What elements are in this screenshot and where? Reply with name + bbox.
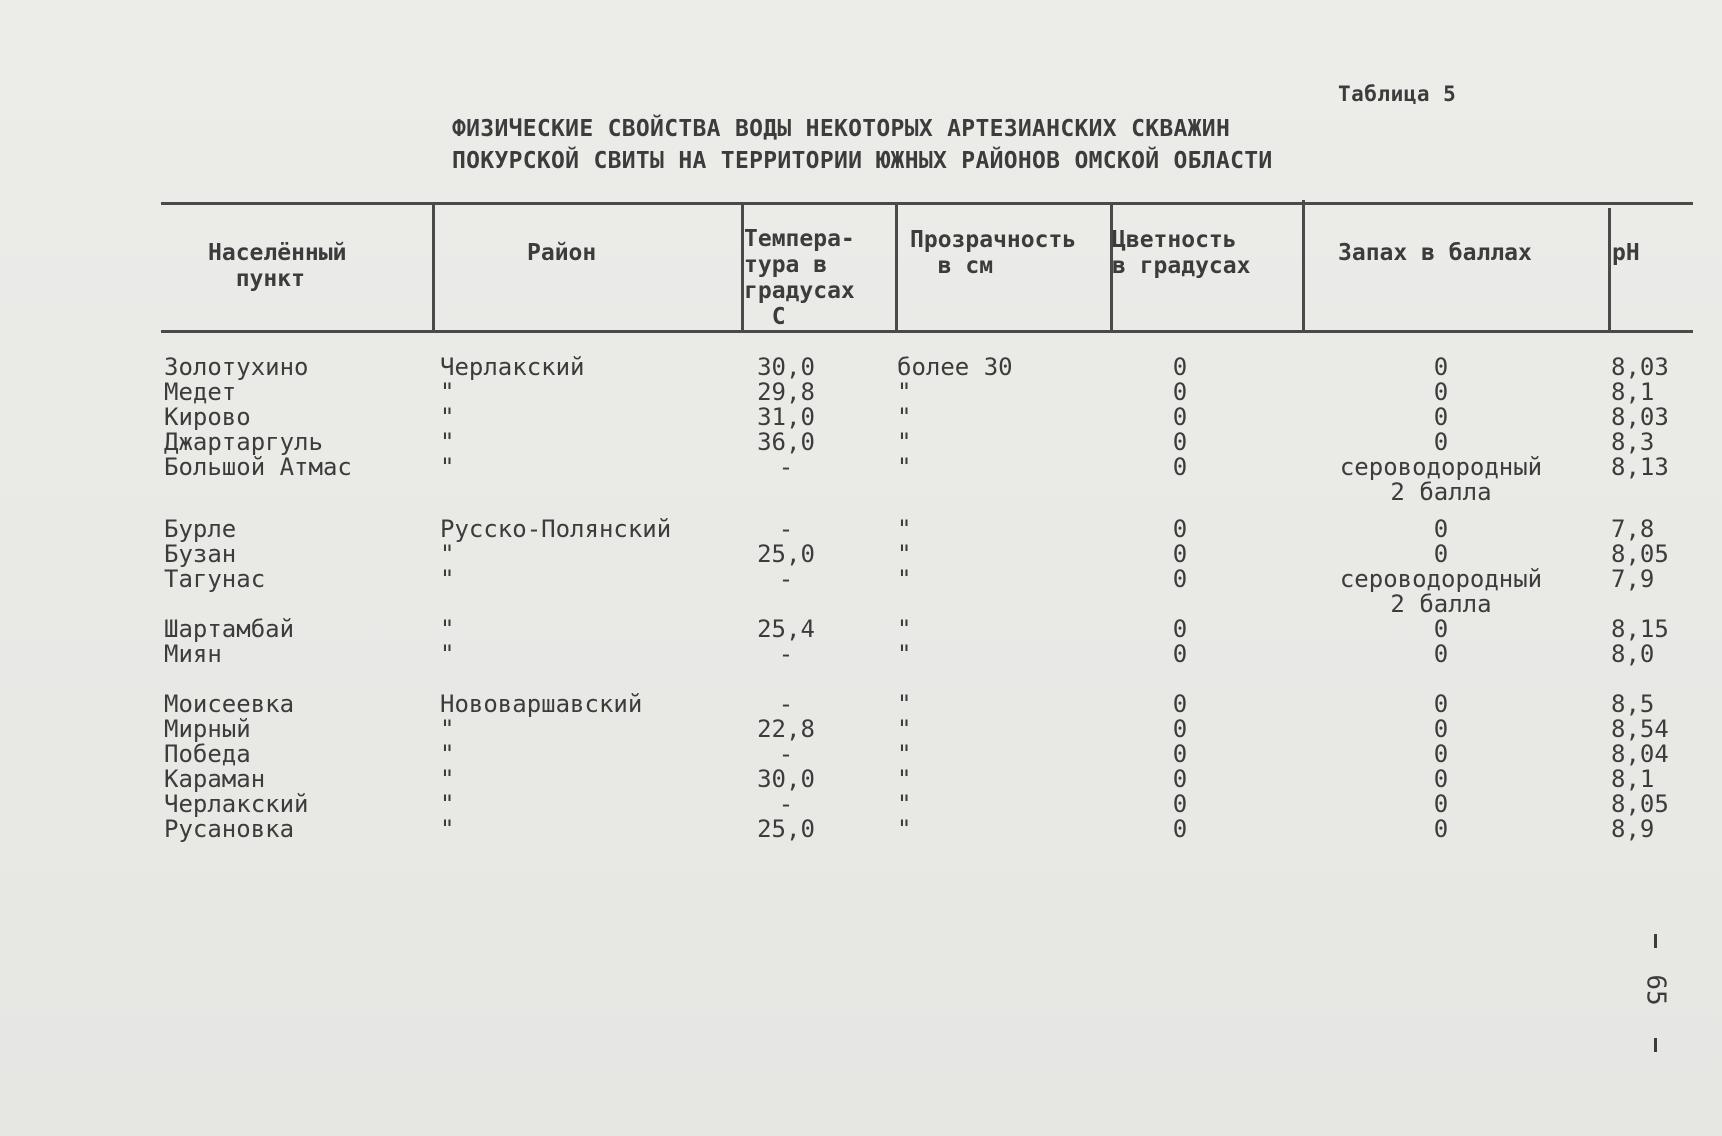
district-cell: Черлакский bbox=[440, 353, 585, 381]
header-settlement: Населённый пункт bbox=[208, 240, 347, 292]
header-transparency: Прозрачность в см bbox=[910, 227, 1077, 279]
temperature-cell: - bbox=[778, 453, 794, 481]
temperature-cell: - bbox=[778, 565, 794, 593]
table-title-line-2: ПОКУРСКОЙ СВИТЫ НА ТЕРРИТОРИИ ЮЖНЫХ РАЙОНОВ ОМСКОЙ ОБЛАСТИ bbox=[452, 148, 1273, 174]
district-cell: " bbox=[440, 765, 455, 793]
temperature-cell: 31,0 bbox=[757, 403, 815, 431]
color-cell: 0 bbox=[1172, 378, 1188, 406]
transparency-cell: " bbox=[897, 690, 912, 718]
color-cell: 0 bbox=[1172, 740, 1188, 768]
temperature-cell: - bbox=[778, 515, 794, 543]
transparency-cell: " bbox=[897, 740, 912, 768]
header-district: Район bbox=[527, 240, 597, 266]
temperature-cell: 25,4 bbox=[757, 615, 815, 643]
smell-cell: 0 bbox=[1433, 615, 1449, 643]
smell-cell: 0 bbox=[1433, 640, 1449, 668]
ph-cell: 8,54 bbox=[1611, 715, 1669, 743]
temperature-cell: - bbox=[778, 790, 794, 818]
color-cell: 0 bbox=[1172, 515, 1188, 543]
color-cell: 0 bbox=[1172, 690, 1188, 718]
transparency-cell: " bbox=[897, 453, 912, 481]
smell-cell: 0 bbox=[1433, 790, 1449, 818]
district-cell: " bbox=[440, 740, 455, 768]
settlement-cell: Русановка bbox=[164, 815, 295, 843]
transparency-cell: " bbox=[897, 815, 912, 843]
temperature-cell: 25,0 bbox=[757, 815, 815, 843]
smell-cell: 0 bbox=[1433, 353, 1449, 381]
temperature-cell: 30,0 bbox=[757, 353, 815, 381]
ph-cell: 8,1 bbox=[1611, 378, 1655, 406]
column-divider bbox=[432, 204, 435, 332]
settlement-cell: Моисеевка bbox=[164, 690, 295, 718]
smell-cell: сероводородный 2 балла bbox=[1339, 565, 1543, 618]
smell-cell: 0 bbox=[1433, 540, 1449, 568]
smell-cell: 0 bbox=[1433, 378, 1449, 406]
district-cell: " bbox=[440, 615, 455, 643]
color-cell: 0 bbox=[1172, 790, 1188, 818]
ph-cell: 8,9 bbox=[1611, 815, 1655, 843]
district-cell: " bbox=[440, 453, 455, 481]
settlement-cell: Тагунас bbox=[164, 565, 266, 593]
color-cell: 0 bbox=[1172, 453, 1188, 481]
settlement-cell: Кирово bbox=[164, 403, 251, 431]
smell-cell: 0 bbox=[1433, 403, 1449, 431]
transparency-cell: " bbox=[897, 428, 912, 456]
smell-cell: 0 bbox=[1433, 765, 1449, 793]
column-divider bbox=[895, 204, 898, 332]
temperature-cell: 36,0 bbox=[757, 428, 815, 456]
ph-cell: 8,05 bbox=[1611, 790, 1669, 818]
color-cell: 0 bbox=[1172, 765, 1188, 793]
district-cell: " bbox=[440, 378, 455, 406]
ph-cell: 8,05 bbox=[1611, 540, 1669, 568]
transparency-cell: " bbox=[897, 515, 912, 543]
temperature-cell: 29,8 bbox=[757, 378, 815, 406]
color-cell: 0 bbox=[1172, 715, 1188, 743]
smell-cell: 0 bbox=[1433, 715, 1449, 743]
district-cell: " bbox=[440, 640, 455, 668]
settlement-cell: Шартамбай bbox=[164, 615, 295, 643]
color-cell: 0 bbox=[1172, 815, 1188, 843]
temperature-cell: - bbox=[778, 640, 794, 668]
color-cell: 0 bbox=[1172, 540, 1188, 568]
transparency-cell: более 30 bbox=[897, 353, 1013, 381]
transparency-cell: " bbox=[897, 765, 912, 793]
transparency-cell: " bbox=[897, 615, 912, 643]
transparency-cell: " bbox=[897, 378, 912, 406]
page-mark bbox=[1654, 934, 1657, 948]
ph-cell: 8,1 bbox=[1611, 765, 1655, 793]
table-top-rule bbox=[161, 202, 1693, 205]
district-cell: " bbox=[440, 403, 455, 431]
header-temperature: Темпера- тура в градусах С bbox=[744, 226, 855, 330]
transparency-cell: " bbox=[897, 540, 912, 568]
smell-cell: 0 bbox=[1433, 815, 1449, 843]
temperature-cell: 22,8 bbox=[757, 715, 815, 743]
settlement-cell: Джартаргуль bbox=[164, 428, 323, 456]
settlement-cell: Черлакский bbox=[164, 790, 309, 818]
district-cell: " bbox=[440, 815, 455, 843]
settlement-cell: Победа bbox=[164, 740, 251, 768]
color-cell: 0 bbox=[1172, 428, 1188, 456]
ph-cell: 8,03 bbox=[1611, 403, 1669, 431]
table-title-line-1: ФИЗИЧЕСКИЕ СВОЙСТВА ВОДЫ НЕКОТОРЫХ АРТЕЗИАНСКИХ СКВАЖИН bbox=[452, 116, 1231, 142]
district-cell: " bbox=[440, 715, 455, 743]
column-divider bbox=[1302, 200, 1305, 330]
smell-cell: 0 bbox=[1433, 740, 1449, 768]
header-smell: Запах в баллах bbox=[1338, 240, 1532, 266]
district-cell: " bbox=[440, 540, 455, 568]
color-cell: 0 bbox=[1172, 353, 1188, 381]
settlement-cell: Большой Атмас bbox=[164, 453, 352, 481]
color-cell: 0 bbox=[1172, 640, 1188, 668]
settlement-cell: Бурле bbox=[164, 515, 237, 543]
ph-cell: 8,04 bbox=[1611, 740, 1669, 768]
header-bottom-rule bbox=[161, 330, 1693, 333]
ph-cell: 7,8 bbox=[1611, 515, 1655, 543]
district-cell: Нововаршавский bbox=[440, 690, 643, 718]
column-divider bbox=[1608, 208, 1611, 330]
district-cell: Русско-Полянский bbox=[440, 515, 672, 543]
transparency-cell: " bbox=[897, 403, 912, 431]
ph-cell: 8,15 bbox=[1611, 615, 1669, 643]
settlement-cell: Мирный bbox=[164, 715, 251, 743]
smell-cell: 0 bbox=[1433, 428, 1449, 456]
ph-cell: 8,13 bbox=[1611, 453, 1669, 481]
settlement-cell: Бузан bbox=[164, 540, 237, 568]
settlement-cell: Миян bbox=[164, 640, 222, 668]
temperature-cell: - bbox=[778, 690, 794, 718]
smell-cell: 0 bbox=[1433, 515, 1449, 543]
settlement-cell: Караман bbox=[164, 765, 266, 793]
page-number: 65 bbox=[1640, 974, 1671, 1006]
page-mark bbox=[1654, 1038, 1657, 1052]
ph-cell: 8,03 bbox=[1611, 353, 1669, 381]
color-cell: 0 bbox=[1172, 615, 1188, 643]
temperature-cell: - bbox=[778, 740, 794, 768]
ph-cell: 8,5 bbox=[1611, 690, 1655, 718]
temperature-cell: 30,0 bbox=[757, 765, 815, 793]
district-cell: " bbox=[440, 428, 455, 456]
smell-cell: сероводородный 2 балла bbox=[1339, 453, 1543, 506]
smell-cell: 0 bbox=[1433, 690, 1449, 718]
color-cell: 0 bbox=[1172, 403, 1188, 431]
ph-cell: 8,3 bbox=[1611, 428, 1655, 456]
table-label: Таблица 5 bbox=[1338, 82, 1457, 106]
settlement-cell: Медет bbox=[164, 378, 237, 406]
color-cell: 0 bbox=[1172, 565, 1188, 593]
ph-cell: 8,0 bbox=[1611, 640, 1655, 668]
transparency-cell: " bbox=[897, 715, 912, 743]
transparency-cell: " bbox=[897, 565, 912, 593]
header-ph: pH bbox=[1612, 240, 1640, 266]
district-cell: " bbox=[440, 565, 455, 593]
district-cell: " bbox=[440, 790, 455, 818]
header-color: Цветность в градусах bbox=[1112, 227, 1251, 279]
transparency-cell: " bbox=[897, 790, 912, 818]
ph-cell: 7,9 bbox=[1611, 565, 1655, 593]
transparency-cell: " bbox=[897, 640, 912, 668]
settlement-cell: Золотухино bbox=[164, 353, 309, 381]
temperature-cell: 25,0 bbox=[757, 540, 815, 568]
